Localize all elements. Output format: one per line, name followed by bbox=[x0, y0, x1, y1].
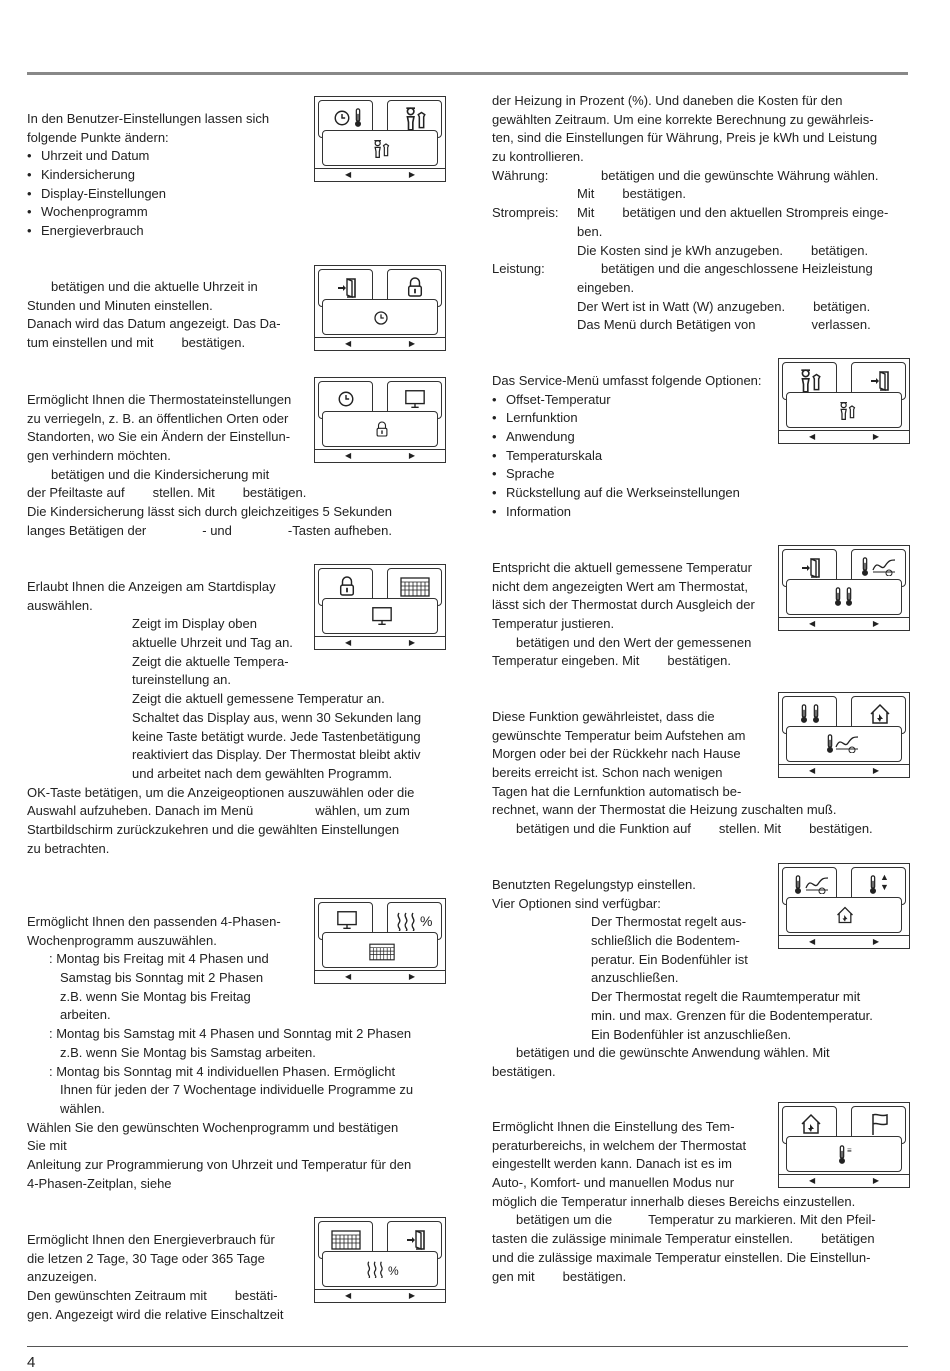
arrow-right-icon: ▶ bbox=[408, 170, 415, 179]
text-line: Erlaubt Ihnen die Anzeigen am Startdisplay bbox=[27, 579, 276, 594]
arrow-bar bbox=[315, 168, 445, 181]
arrow-right-icon: ▶ bbox=[408, 451, 415, 460]
list-item: • Wochenprogramm bbox=[27, 203, 269, 222]
text-line: Wochenprogramm auszuwählen. bbox=[27, 932, 217, 948]
text-fragment: betätigen. bbox=[810, 242, 869, 258]
calendar-icon bbox=[331, 1230, 361, 1250]
text-line: reaktiviert das Display. Der Thermostat bleibt aktiv bbox=[132, 747, 421, 763]
arrow-right-icon: ▶ bbox=[408, 1291, 415, 1300]
text-line: Anleitung zur Programmierung von Uhrzeit und Temperatur für den bbox=[27, 1156, 412, 1172]
text-line: Zeigt im Display oben bbox=[132, 616, 257, 632]
text-line: zu verriegeln, z. B. an öffentlichen Orten oder bbox=[27, 410, 289, 426]
text-fragment: bestätigen. bbox=[562, 1268, 627, 1284]
text-line bbox=[492, 820, 873, 839]
percent-icon: % bbox=[420, 913, 433, 929]
exit-door-icon bbox=[868, 369, 892, 393]
lcd-screen bbox=[322, 411, 438, 447]
list-item: • Lernfunktion bbox=[492, 409, 762, 428]
text-fragment: betätigen und die angeschlossene Heizleistung bbox=[601, 261, 873, 277]
offset-section bbox=[492, 559, 755, 671]
text-fragment: Auswahl aufzuheben. Danach im Menü bbox=[27, 803, 254, 819]
lcd-screen bbox=[786, 897, 902, 933]
text-line bbox=[492, 652, 755, 671]
arrow-left-icon: ◀ bbox=[345, 638, 352, 647]
text-line bbox=[492, 260, 888, 279]
text-fragment: betätigen um die bbox=[516, 1212, 613, 1228]
text-line: 4-Phasen-Zeitplan, siehe bbox=[27, 1175, 172, 1191]
arrow-bar bbox=[779, 617, 909, 630]
text-line: Sie mit bbox=[27, 1138, 67, 1154]
learning-curve-icon bbox=[872, 556, 896, 576]
text-line: tureinstellung an. bbox=[132, 672, 232, 688]
text-line: : Montag bis Sonntag mit 4 individuellen Phasen. Ermöglicht bbox=[49, 1063, 396, 1079]
text-line: Die Kindersicherung lässt sich durch gleichzeitiges 5 Sekunden bbox=[27, 504, 392, 520]
heat-percent-icon bbox=[365, 1260, 387, 1278]
text-line: ben. bbox=[577, 223, 603, 239]
scale-arrows-icon: ▲ ▼ bbox=[880, 872, 889, 892]
text-line: keine Taste betätigt wurde. Jede Tastenbetätigung bbox=[132, 728, 421, 744]
text-fragment: betätigen und den aktuellen Strompreis einge- bbox=[622, 205, 889, 221]
arrow-right-icon: ▶ bbox=[408, 638, 415, 647]
arrow-left-icon: ◀ bbox=[809, 766, 816, 775]
text-line: betätigen und den Wert der gemessenen bbox=[516, 634, 752, 650]
text-line: nicht dem angezeigten Wert am Thermostat, bbox=[492, 578, 749, 594]
text-line: Ermöglicht Ihnen die Einstellung des Tem- bbox=[492, 1119, 735, 1134]
thermometer-icon bbox=[799, 703, 809, 725]
text-line: anzuschließen. bbox=[591, 970, 679, 986]
text-line bbox=[492, 1211, 876, 1230]
service-section bbox=[492, 372, 762, 522]
text-fragment: bestäti- bbox=[234, 1288, 278, 1304]
text-line: Danach wird das Datum angezeigt. Das Da- bbox=[27, 316, 281, 332]
child-lock-icon bbox=[837, 401, 857, 421]
energy-cont-section bbox=[492, 92, 888, 335]
list-item: • Uhrzeit und Datum bbox=[27, 147, 269, 166]
clock-icon bbox=[373, 310, 389, 326]
arrow-right-icon: ▶ bbox=[872, 432, 879, 441]
text-line: bereits erreicht ist. Schon nach wenigen bbox=[492, 765, 723, 781]
arrow-bar bbox=[779, 1174, 909, 1187]
text-line: : Montag bis Freitag mit 4 Phasen und bbox=[49, 951, 269, 967]
text-line bbox=[27, 802, 421, 821]
text-fragment: gen mit bbox=[492, 1268, 535, 1284]
list-item: • Information bbox=[492, 503, 762, 522]
text-line: gewählten Zeitraum. Um eine korrekte Berechnung zu gewährleis- bbox=[492, 111, 874, 127]
padlock-icon bbox=[338, 575, 356, 597]
list-item: • Rückstellung auf die Werkseinstellungen bbox=[492, 484, 762, 503]
text-line bbox=[492, 185, 888, 204]
text-line: Der Thermostat regelt aus- bbox=[591, 914, 747, 930]
list-item: • Offset-Temperatur bbox=[492, 391, 762, 410]
house-icon bbox=[799, 1112, 823, 1136]
arrow-bar bbox=[315, 337, 445, 350]
text-line bbox=[27, 334, 281, 353]
text-fragment: betätigen bbox=[821, 1231, 875, 1247]
exit-door-icon bbox=[799, 556, 823, 580]
scale-lines-icon: ≡ bbox=[847, 1146, 852, 1155]
arrow-bar bbox=[779, 764, 909, 777]
text-line: und arbeitet nach dem gewählten Programm. bbox=[132, 765, 393, 781]
text-line: Samstag bis Sonntag mit 2 Phasen bbox=[60, 970, 264, 986]
text-line bbox=[492, 204, 888, 223]
text-line bbox=[492, 167, 888, 186]
arrow-left-icon: ◀ bbox=[809, 432, 816, 441]
padlock-icon bbox=[375, 420, 389, 438]
intro-line: In den Benutzer-Einstellungen lassen sich bbox=[27, 111, 270, 126]
text-fragment: bestätigen. bbox=[181, 335, 246, 351]
thermometer-icon bbox=[844, 586, 854, 608]
text-line: Ermöglicht Ihnen den passenden 4-Phasen- bbox=[27, 914, 281, 929]
lcd-screen bbox=[322, 598, 438, 634]
text-line bbox=[492, 298, 888, 317]
text-line: Ein Bodenfühler ist anzuschließen. bbox=[591, 1026, 792, 1042]
text-line: zu kontrollieren. bbox=[492, 149, 584, 165]
text-fragment: Den gewünschten Zeitraum mit bbox=[27, 1288, 207, 1304]
text-fragment: bestätigen. bbox=[622, 186, 686, 202]
text-fragment: Mit bbox=[577, 205, 595, 221]
text-line: Ermöglicht Ihnen den Energieverbrauch für bbox=[27, 1232, 275, 1247]
text-fragment: Temperatur eingeben. Mit bbox=[492, 653, 640, 669]
text-line: Tagen hat die Lernfunktion automatisch be- bbox=[492, 783, 742, 799]
text-line: Benutzten Regelungstyp einstellen. bbox=[492, 877, 696, 892]
arrow-right-icon: ▶ bbox=[408, 339, 415, 348]
text-line: gewünschte Temperatur beim Aufstehen am bbox=[492, 727, 746, 743]
top-rule bbox=[27, 72, 908, 75]
padlock-icon bbox=[406, 276, 424, 298]
text-line: ten, sind die Einstellungen für Währung, Preis je kWh und Leistung bbox=[492, 130, 878, 146]
arrow-left-icon: ◀ bbox=[809, 937, 816, 946]
text-fragment: bestätigen. bbox=[667, 653, 732, 669]
power-label: Leistung: bbox=[492, 261, 545, 277]
text-line: und die zulässige maximale Temperatur einstellen. Die Einstellun- bbox=[492, 1249, 871, 1265]
arrow-right-icon: ▶ bbox=[408, 972, 415, 981]
thermometer-icon bbox=[353, 107, 363, 129]
thermometer-scale-icon bbox=[837, 1145, 847, 1165]
text-line: Diese Funktion gewährleistet, dass die bbox=[492, 709, 715, 724]
text-line bbox=[492, 242, 888, 261]
text-line: aktuelle Uhrzeit und Tag an. bbox=[132, 635, 293, 651]
exit-door-icon bbox=[404, 1228, 428, 1252]
thermometer-icon bbox=[833, 586, 843, 608]
text-line: Morgen oder bei der Rückkehr nach Hause bbox=[492, 746, 741, 762]
text-line: wählen. bbox=[60, 1100, 105, 1116]
arrow-bar bbox=[779, 430, 909, 443]
lcd-screen bbox=[786, 392, 902, 428]
arrow-bar bbox=[315, 1289, 445, 1302]
house-icon bbox=[835, 905, 855, 925]
text-line: Vier Optionen sind verfügbar: bbox=[492, 895, 661, 911]
text-line: peraturbereichs, in welchem der Thermostat bbox=[492, 1137, 747, 1153]
energy-section bbox=[27, 1231, 284, 1324]
text-line: min. und max. Grenzen für die Bodentemperatur. bbox=[591, 1007, 873, 1023]
display-figure-time bbox=[314, 265, 446, 351]
text-line: lässt sich der Thermostat durch Ausgleich der bbox=[492, 597, 755, 613]
text-line bbox=[492, 316, 888, 335]
lcd-screen bbox=[322, 1251, 438, 1287]
text-line: anzuzeigen. bbox=[27, 1269, 98, 1285]
arrow-bar bbox=[779, 935, 909, 948]
text-line: z.B. wenn Sie Montag bis Samstag arbeiten. bbox=[60, 1044, 316, 1060]
text-line: Ihnen für jeden der 7 Wochentage individuelle Programme zu bbox=[60, 1082, 414, 1098]
display-figure-offset bbox=[778, 545, 910, 631]
arrow-left-icon: ◀ bbox=[345, 972, 352, 981]
text-fragment: verlassen. bbox=[811, 317, 871, 333]
child-lock-icon bbox=[402, 106, 428, 132]
text-line: Startbildschirm zurückzukehren und die gewählten Einstellungen bbox=[27, 821, 400, 837]
text-line: betätigen und die gewünschte Anwendung wählen. Mit bbox=[516, 1045, 830, 1061]
thermometer-scale-icon bbox=[868, 874, 878, 896]
lcd-screen bbox=[786, 1136, 902, 1172]
list-item: • Anwendung bbox=[492, 428, 762, 447]
text-line: Das Service-Menü umfasst folgende Optionen: bbox=[492, 373, 762, 388]
heat-percent-icon bbox=[395, 911, 419, 931]
display-figure-energy bbox=[314, 1217, 446, 1303]
text-fragment: Der Wert ist in Watt (W) anzugeben. bbox=[577, 298, 786, 314]
text-line: Zeigt die aktuell gemessene Temperatur an. bbox=[132, 691, 385, 707]
calendar-icon bbox=[400, 577, 430, 597]
list-item: • Temperaturskala bbox=[492, 447, 762, 466]
child-lock-icon bbox=[797, 368, 823, 394]
list-item: • Sprache bbox=[492, 465, 762, 484]
list-item: • Kindersicherung bbox=[27, 166, 269, 185]
text-line: eingestellt werden kann. Danach ist es im bbox=[492, 1156, 732, 1172]
arrow-right-icon: ▶ bbox=[872, 1176, 879, 1185]
text-fragment: langes Betätigen der bbox=[27, 522, 147, 538]
display-monitor-icon bbox=[371, 605, 393, 627]
text-fragment: stellen. Mit bbox=[152, 485, 215, 501]
page-number: 4 bbox=[27, 1354, 36, 1371]
text-line: eingeben. bbox=[577, 279, 635, 295]
thermometer-icon bbox=[811, 703, 821, 725]
text-line: : Montag bis Samstag mit 4 Phasen und Sonntag mit 2 Phasen bbox=[49, 1026, 412, 1042]
text-line: schließlich die Bodentem- bbox=[591, 933, 740, 949]
text-line: rechnet, wann der Thermostat die Heizung zuschalten muß. bbox=[492, 802, 837, 818]
lcd-screen bbox=[322, 932, 438, 968]
arrow-bar bbox=[315, 636, 445, 649]
text-line: Zeigt die aktuelle Tempera- bbox=[132, 653, 289, 669]
display-figure-user-settings bbox=[314, 96, 446, 182]
child-lock-icon bbox=[371, 139, 391, 159]
arrow-left-icon: ◀ bbox=[345, 451, 352, 460]
text-fragment: Temperatur zu markieren. Mit den Pfeil- bbox=[648, 1212, 876, 1228]
arrow-left-icon: ◀ bbox=[809, 619, 816, 628]
percent-icon: % bbox=[388, 1264, 399, 1278]
list-item: • Display-Einstellungen bbox=[27, 185, 269, 204]
text-line: Standorten, wo Sie ein Ändern der Einstellun- bbox=[27, 429, 291, 445]
text-line: Entspricht die aktuell gemessene Temperatur bbox=[492, 560, 752, 575]
text-line: zu betrachten. bbox=[27, 840, 110, 856]
intro-line: folgende Punkte ändern: bbox=[27, 129, 169, 145]
clock-icon bbox=[333, 109, 351, 127]
text-line: Schaltet das Display aus, wenn 30 Sekunden lang bbox=[132, 709, 422, 725]
text-fragment: betätigen und die Funktion auf bbox=[516, 821, 691, 837]
text-line bbox=[27, 484, 392, 503]
text-fragment: tum einstellen und mit bbox=[27, 335, 154, 351]
price-label: Strompreis: bbox=[492, 205, 559, 221]
display-figure-application bbox=[778, 863, 910, 949]
text-fragment: stellen. Mit bbox=[718, 821, 782, 837]
arrow-left-icon: ◀ bbox=[809, 1176, 816, 1185]
text-fragment: bestätigen. bbox=[242, 485, 307, 501]
display-monitor-icon bbox=[404, 388, 426, 410]
text-line: betätigen und die aktuelle Uhrzeit in bbox=[51, 279, 258, 294]
text-line: bestätigen. bbox=[492, 1063, 556, 1079]
lcd-screen bbox=[786, 726, 902, 762]
exit-door-icon bbox=[335, 276, 359, 300]
text-fragment: - und bbox=[202, 522, 232, 538]
time-section bbox=[27, 278, 281, 353]
learning-curve-icon bbox=[805, 874, 829, 894]
house-icon bbox=[868, 702, 892, 726]
text-line: betätigen und die Kindersicherung mit bbox=[51, 466, 270, 482]
calendar-icon bbox=[369, 943, 395, 961]
text-line: auswählen. bbox=[27, 597, 93, 613]
arrow-left-icon: ◀ bbox=[345, 339, 352, 348]
lcd-screen bbox=[786, 579, 902, 615]
text-line: gen. Angezeigt wird die relative Einschaltzeit bbox=[27, 1306, 284, 1322]
text-line bbox=[27, 1287, 284, 1306]
text-line: die letzen 2 Tage, 30 Tage oder 365 Tage bbox=[27, 1250, 265, 1266]
text-line: Wählen Sie den gewünschten Wochenprogramm und bestätigen bbox=[27, 1119, 399, 1135]
display-figure-child-lock bbox=[314, 377, 446, 463]
arrow-left-icon: ◀ bbox=[345, 170, 352, 179]
text-line: Der Thermostat regelt die Raumtemperatur mit bbox=[591, 989, 861, 1005]
text-line: Stunden und Minuten einstellen. bbox=[27, 297, 213, 313]
arrow-bar bbox=[315, 449, 445, 462]
display-figure-display-settings bbox=[314, 564, 446, 650]
text-line: gen verhindern möchten. bbox=[27, 448, 171, 464]
list-item: • Energieverbrauch bbox=[27, 222, 269, 241]
display-figure-service-menu bbox=[778, 358, 910, 444]
text-line: arbeiten. bbox=[60, 1007, 111, 1023]
display-figure-week-program bbox=[314, 898, 446, 984]
arrow-right-icon: ▶ bbox=[872, 937, 879, 946]
text-line: Ermöglicht Ihnen die Thermostateinstellungen bbox=[27, 392, 292, 407]
text-fragment: betätigen. bbox=[813, 298, 871, 314]
text-fragment: bestätigen. bbox=[809, 821, 873, 837]
text-fragment: Mit bbox=[577, 186, 595, 202]
arrow-right-icon: ▶ bbox=[872, 619, 879, 628]
display-figure-temperature-scale bbox=[778, 1102, 910, 1188]
text-fragment: Das Menü durch Betätigen von bbox=[577, 317, 756, 333]
display-figure-learning bbox=[778, 692, 910, 778]
learning-curve-icon bbox=[835, 733, 859, 753]
flag-icon bbox=[870, 1112, 890, 1136]
thermometer-icon bbox=[793, 874, 803, 896]
clock-icon bbox=[337, 390, 355, 408]
text-fragment: -Tasten aufheben. bbox=[287, 522, 392, 538]
thermometer-icon bbox=[860, 556, 870, 578]
text-fragment: betätigen und die gewünschte Währung wählen. bbox=[601, 167, 879, 183]
currency-label: Währung: bbox=[492, 167, 549, 183]
text-line: Temperatur justieren. bbox=[492, 616, 615, 632]
intro-section bbox=[27, 110, 269, 241]
text-line bbox=[492, 1268, 876, 1287]
bottom-rule bbox=[27, 1346, 908, 1347]
text-fragment: der Pfeiltaste auf bbox=[27, 485, 125, 501]
text-line: z.B. wenn Sie Montag bis Freitag bbox=[60, 988, 251, 1004]
text-line: möglich die Temperatur innerhalb dieses Bereichs einzustellen. bbox=[492, 1193, 856, 1209]
text-fragment: Die Kosten sind je kWh anzugeben. bbox=[577, 242, 783, 258]
arrow-bar bbox=[315, 970, 445, 983]
text-line: der Heizung in Prozent (%). Und daneben die Kosten für den bbox=[492, 93, 843, 108]
text-line bbox=[27, 522, 392, 541]
thermometer-icon bbox=[825, 733, 835, 755]
text-fragment: tasten die zulässige minimale Temperatur einstellen. bbox=[492, 1231, 794, 1247]
text-line: OK-Taste betätigen, um die Anzeigeoptionen auszuwählen oder die bbox=[27, 784, 415, 800]
arrow-right-icon: ▶ bbox=[872, 766, 879, 775]
lcd-screen bbox=[322, 130, 438, 166]
text-line: Auto-, Komfort- und manuellen Modus nur bbox=[492, 1175, 735, 1191]
arrow-left-icon: ◀ bbox=[345, 1291, 352, 1300]
text-fragment: wählen, um zum bbox=[315, 803, 410, 819]
text-line: peratur. Ein Bodenfühler ist bbox=[591, 951, 748, 967]
display-monitor-icon bbox=[336, 909, 358, 931]
lcd-screen bbox=[322, 299, 438, 335]
text-line bbox=[492, 1230, 876, 1249]
